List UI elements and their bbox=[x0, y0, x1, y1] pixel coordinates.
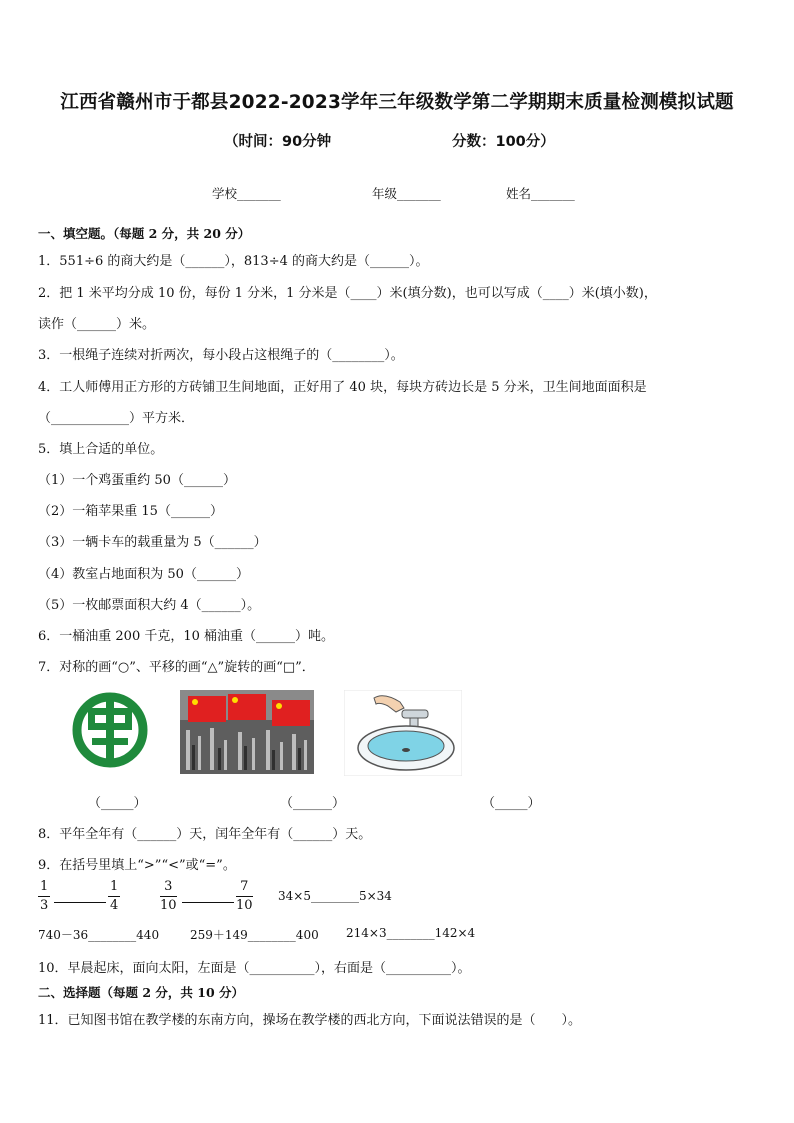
question-4-line2: （____________）平方米． bbox=[38, 411, 195, 426]
fraction-7-10: $\frac{7}{10}$ bbox=[236, 879, 253, 913]
question-5-1: （1）一个鸡蛋重约 50（______） bbox=[38, 473, 236, 488]
exam-time: （时间：90分钟 bbox=[224, 134, 332, 150]
compare-blank-1 bbox=[54, 890, 106, 903]
grade-field: 年级_______ bbox=[372, 186, 441, 201]
question-4-line1: 4．工人师傅用正方形的方砖铺卫生间地面，正好用了 40 块，每块方砖边长是 5 分米，卫生间地面面积是 bbox=[38, 380, 647, 395]
question-11: 11．已知图书馆在教学楼的东南方向，操场在教学楼的西北方向，下面说法错误的是（ ）。 bbox=[38, 1013, 582, 1028]
question-7: 7．对称的画“○”、平移的画“△”旋转的画“□”． bbox=[38, 660, 315, 675]
faucet-basin-icon bbox=[344, 690, 462, 776]
fraction-1-4: $\frac{1}{4}$ bbox=[110, 879, 119, 913]
name-field: 姓名_______ bbox=[506, 186, 575, 201]
question-6: 6．一桶油重 200 千克，10 桶油重（______）吨。 bbox=[38, 629, 335, 644]
question-2-line2: 读作（______）米。 bbox=[38, 317, 156, 332]
faucet-basin-image bbox=[344, 690, 462, 776]
question-7-blank-2: （______） bbox=[280, 796, 346, 811]
compare-34x5: 34×5________5×34 bbox=[278, 889, 392, 903]
section-choice-heading: 二、选择题（每题 2 分，共 10 分） bbox=[38, 985, 245, 1000]
question-5-3: （3）一辆卡车的载重量为 5（______） bbox=[38, 535, 267, 550]
question-10: 10．早晨起床，面向太阳，左面是（__________），右面是（__________）。 bbox=[38, 961, 471, 976]
question-7-blank-1: （_____） bbox=[88, 796, 147, 811]
fraction-3-10: $\frac{3}{10}$ bbox=[160, 879, 177, 913]
bank-logo-image bbox=[62, 690, 158, 770]
exam-score: 分数：100分） bbox=[452, 134, 555, 150]
question-1: 1．551÷6 的商大约是（______），813÷4 的商大约是（______）。 bbox=[38, 254, 429, 269]
question-9: 9．在括号里填上“>”“<”或“=”。 bbox=[38, 858, 236, 873]
question-5-5: （5）一枚邮票面积大约 4（______）。 bbox=[38, 598, 261, 613]
bank-logo-icon bbox=[62, 690, 158, 770]
question-7-blank-3: （_____） bbox=[482, 796, 541, 811]
question-5-2: （2）一箱苹果重 15（______） bbox=[38, 504, 223, 519]
fraction-1-3: $\frac{1}{3}$ bbox=[40, 879, 49, 913]
question-5-4: （4）教室占地面积为 50（______） bbox=[38, 567, 249, 582]
compare-740-36: 740－36________440 bbox=[38, 928, 160, 942]
compare-blank-2 bbox=[182, 890, 234, 903]
flags-image bbox=[180, 690, 314, 774]
compare-259-149: 259＋149________400 bbox=[190, 928, 319, 942]
school-field: 学校_______ bbox=[212, 186, 281, 201]
section-fill-blank-heading: 一、填空题。（每题 2 分，共 20 分） bbox=[38, 226, 251, 241]
question-5: 5．填上合适的单位。 bbox=[38, 442, 164, 457]
compare-214x3: 214×3________142×4 bbox=[346, 926, 476, 940]
question-3: 3．一根绳子连续对折两次，每小段占这根绳子的（________）。 bbox=[38, 348, 404, 363]
page-title: 江西省赣州市于都县2022-2023学年三年级数学第二学期期末质量检测模拟试题 bbox=[60, 92, 734, 113]
question-8: 8．平年全年有（______）天，闰年全年有（______）天。 bbox=[38, 827, 372, 842]
question-2-line1: 2．把 1 米平均分成 10 份，每份 1 分米，1 分米是（____）米(填分数)，也可以写成（____）米(填小数)， bbox=[38, 286, 657, 301]
flags-icon bbox=[180, 690, 314, 774]
